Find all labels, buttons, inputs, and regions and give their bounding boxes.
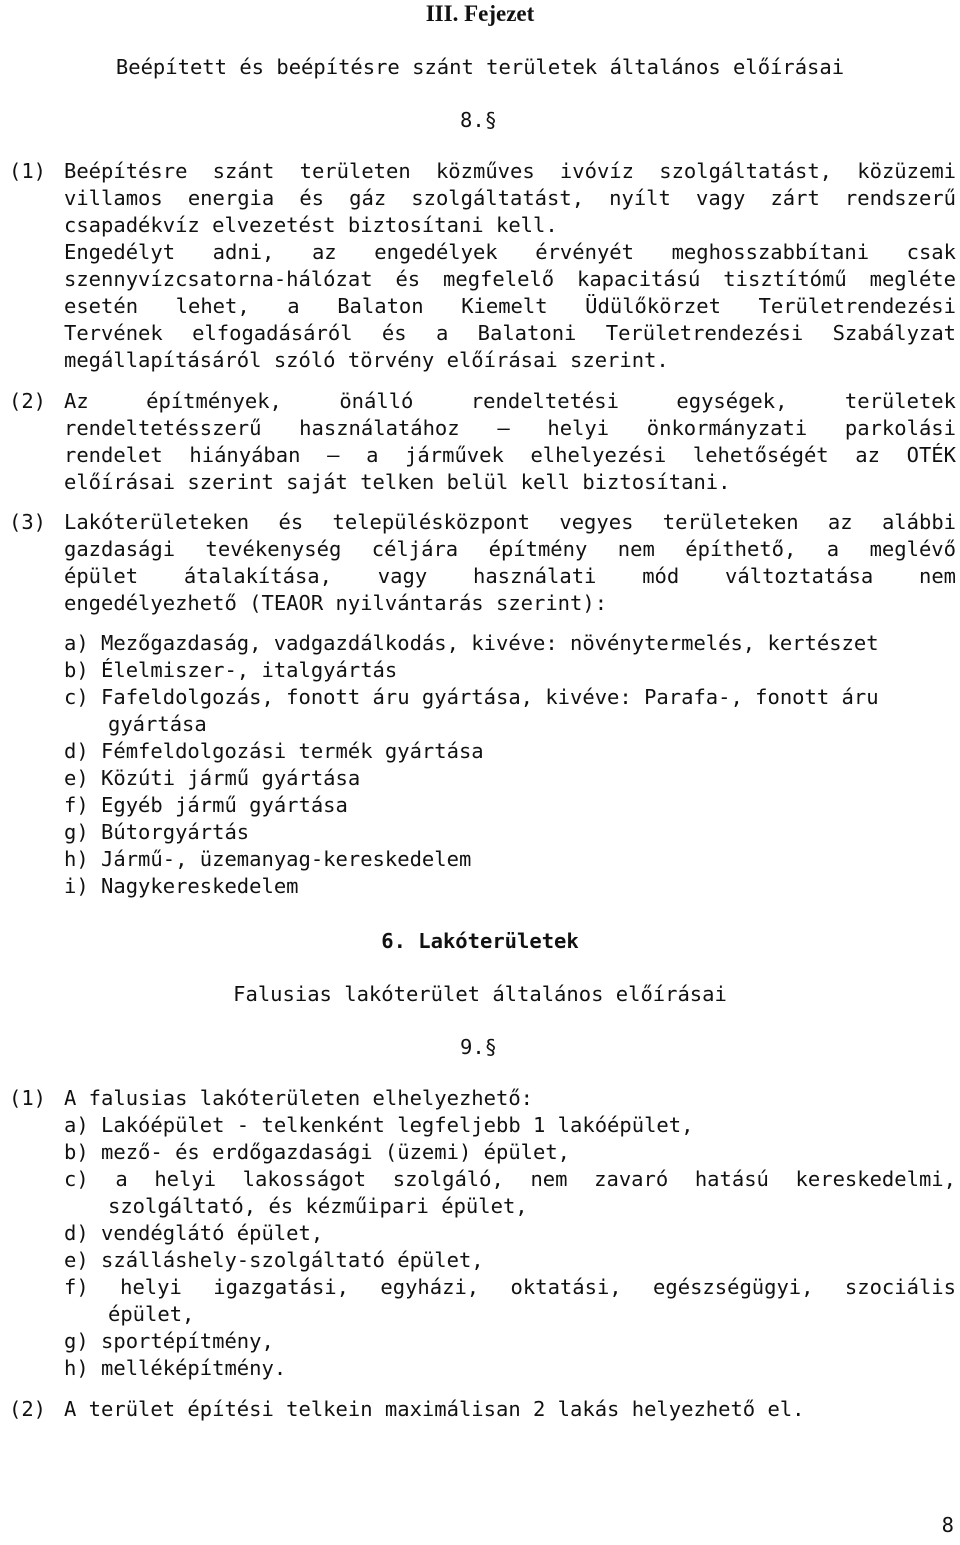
- list-item: c) a helyi lakosságot szolgáló, nem zavaró hatású kereskedelmi,: [64, 1167, 956, 1191]
- chapter-heading: III. Fejezet: [425, 1, 535, 26]
- list-item: b) Élelmiszer-, italgyártás: [64, 658, 398, 682]
- list-item: d) vendéglátó épület,: [64, 1221, 324, 1245]
- list-item-continuation: épület,: [108, 1302, 195, 1326]
- list-item: h) Jármű-, üzemanyag-kereskedelem: [64, 847, 472, 871]
- list-item: b) mező- és erdőgazdasági (üzemi) épület,: [64, 1140, 571, 1164]
- list-item: i) Nagykereskedelem: [64, 874, 299, 898]
- item-number: (2): [9, 389, 47, 413]
- text-line: A terület építési telkein maximálisan 2 lakás helyezhető el.: [64, 1397, 805, 1421]
- text-line: esetén lehet, a Balaton Kiemelt Üdülőkörzet Területrendezési: [64, 294, 956, 318]
- list-item: f) Egyéb jármű gyártása: [64, 793, 348, 817]
- item-number: (1): [9, 1086, 47, 1110]
- list-item-continuation: szolgáltató, és kézműipari épület,: [108, 1194, 528, 1218]
- item-number: (1): [9, 159, 47, 183]
- text-line: Tervének elfogadásáról és a Balatoni Területrendezési Szabályzat: [64, 321, 956, 345]
- subsection-title: Falusias lakóterület általános előírásai: [233, 982, 727, 1006]
- list-item: f) helyi igazgatási, egyházi, oktatási, egészségügyi, szociális: [64, 1275, 956, 1299]
- item-number: (3): [9, 510, 47, 534]
- text-line: gazdasági tevékenység céljára építmény nem építhető, a meglévő: [64, 537, 956, 561]
- section-title: Beépített és beépítésre szánt területek általános előírásai: [115, 55, 845, 79]
- text-line: Az építmények, önálló rendeltetési egységek, területek: [64, 389, 956, 413]
- text-line: csapadékvíz elvezetést biztosítani kell.: [64, 213, 558, 237]
- text-line: szennyvízcsatorna-hálózat és megfelelő kapacitású tisztítómű megléte: [64, 267, 956, 291]
- paragraph-9-marker: 9.§: [460, 1035, 498, 1059]
- list-item-continuation: gyártása: [108, 712, 207, 736]
- list-item: d) Fémfeldolgozási termék gyártása: [64, 739, 484, 763]
- list-item: e) Közúti jármű gyártása: [64, 766, 361, 790]
- text-line: engedélyezhető (TEAOR nyilvántarás szerint):: [64, 591, 608, 615]
- text-line: rendeltetésszerű használatához – helyi önkormányzati parkolási: [64, 416, 956, 440]
- text-line: Engedélyt adni, az engedélyek érvényét meghosszabbítani csak: [64, 240, 956, 264]
- list-item: a) Lakóépület - telkenként legfeljebb 1 lakóépület,: [64, 1113, 694, 1137]
- list-item: h) melléképítmény.: [64, 1356, 287, 1380]
- list-item: g) Bútorgyártás: [64, 820, 250, 844]
- list-item: e) szálláshely-szolgáltató épület,: [64, 1248, 484, 1272]
- text-line: A falusias lakóterületen elhelyezhető:: [64, 1086, 533, 1110]
- text-line: Beépítésre szánt területen közműves ivóvíz szolgáltatást, közüzemi: [64, 159, 956, 183]
- part-title: 6. Lakóterületek: [381, 929, 579, 953]
- paragraph-8-marker: 8.§: [460, 108, 498, 132]
- text-line: előírásai szerint saját telken belül kell biztosítani.: [64, 470, 731, 494]
- list-item: a) Mezőgazdaság, vadgazdálkodás, kivéve: növénytermelés, kertészet: [64, 631, 879, 655]
- text-line: rendelet hiányában – a járművek elhelyezési lehetőségét az OTÉK: [64, 443, 956, 467]
- page-number: 8: [941, 1513, 954, 1537]
- text-line: villamos energia és gáz szolgáltatást, nyílt vagy zárt rendszerű: [64, 186, 956, 210]
- text-line: Lakóterületeken és településközpont vegyes területeken az alábbi: [64, 510, 956, 534]
- text-line: épület átalakítása, vagy használati mód változtatása nem: [64, 564, 956, 588]
- list-item: c) Fafeldolgozás, fonott áru gyártása, kivéve: Parafa-, fonott áru: [64, 685, 879, 709]
- item-number: (2): [9, 1397, 47, 1421]
- text-line: megállapításáról szóló törvény előírásai szerint.: [64, 348, 669, 372]
- list-item: g) sportépítmény,: [64, 1329, 274, 1353]
